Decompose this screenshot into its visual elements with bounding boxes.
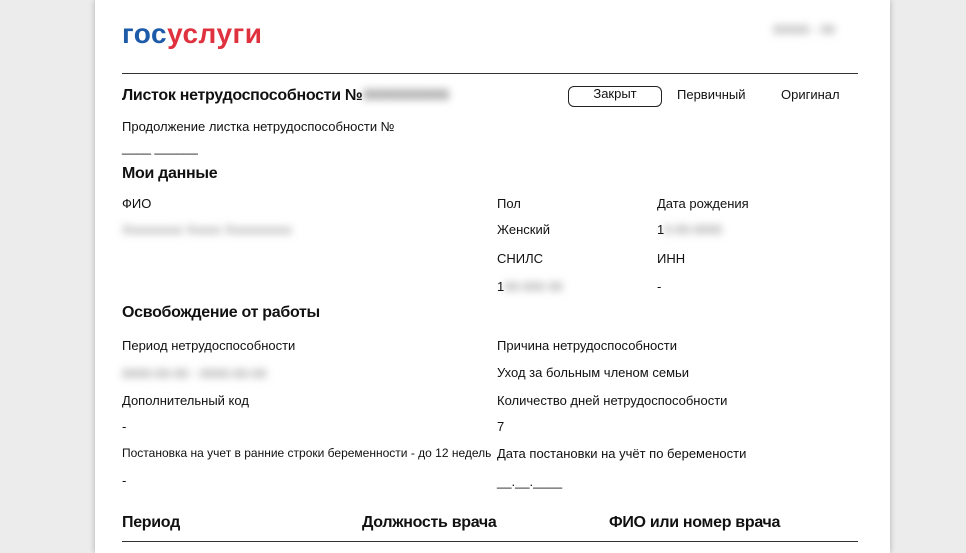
fio-value: Xxxxxxxxx Xxxxx Xxxxxxxxxx [122,222,292,237]
primary-label: Первичный [677,87,746,102]
extra-code-value: - [122,419,127,434]
days-label: Количество дней нетрудоспособности [497,393,728,408]
table-header-divider [122,541,858,542]
table-header-position: Должность врача [362,514,497,531]
inn-value: - [657,279,662,294]
sex-label: Пол [497,196,521,211]
continuation-label: Продолжение листка нетрудоспособности № [122,119,395,134]
fio-label: ФИО [122,196,152,211]
birth-date-prefix: 1 [657,222,665,237]
continuation-value: ____ ______ [122,140,198,155]
snils-blurred: 00-000 00 [504,279,563,294]
period-value: 0000-00-00 - 0000-00-00 [122,366,267,381]
table-header-doctor: ФИО или номер врача [609,514,781,531]
original-label: Оригинал [781,87,840,102]
snils-prefix: 1 [497,279,505,294]
pregnancy-date-value: __.__.____ [497,474,563,489]
snils-value [497,279,563,294]
birth-date-blurred: 0.00.0000 [664,222,723,237]
pregnancy-date-label: Дата постановки на учёт по беремености [497,446,747,461]
sex-value: Женский [497,222,550,237]
snils-label: СНИЛС [497,251,544,266]
period-label: Период нетрудоспособности [122,338,296,353]
release-heading: Освобождение от работы [122,304,320,321]
days-value: 7 [497,419,505,434]
reason-label: Причина нетрудоспособности [497,338,678,353]
inn-label: ИНН [657,251,686,266]
document-title: Листок нетрудоспособности № [122,87,363,104]
gosuslugi-logo [122,18,262,50]
header-right-blurred: 00000 - 00 [773,22,836,37]
logo-part-gos: гос [122,18,168,49]
my-data-heading: Мои данные [122,165,218,182]
table-header-period: Период [122,514,180,531]
logo-part-uslugi: услуги [167,18,263,49]
pregnancy-label: Постановка на учет в ранние строки беременности - до 12 недель [122,446,492,460]
extra-code-label: Дополнительный код [122,393,249,408]
pregnancy-value: - [122,473,127,488]
reason-value: Уход за больным членом семьи [497,365,690,380]
birth-date-value [657,222,722,237]
birth-date-label: Дата рождения [657,196,749,211]
document-page [95,0,890,553]
document-number: 0000000000 [363,87,449,104]
status-badge: Закрыт [568,86,662,107]
header-divider [122,73,858,74]
